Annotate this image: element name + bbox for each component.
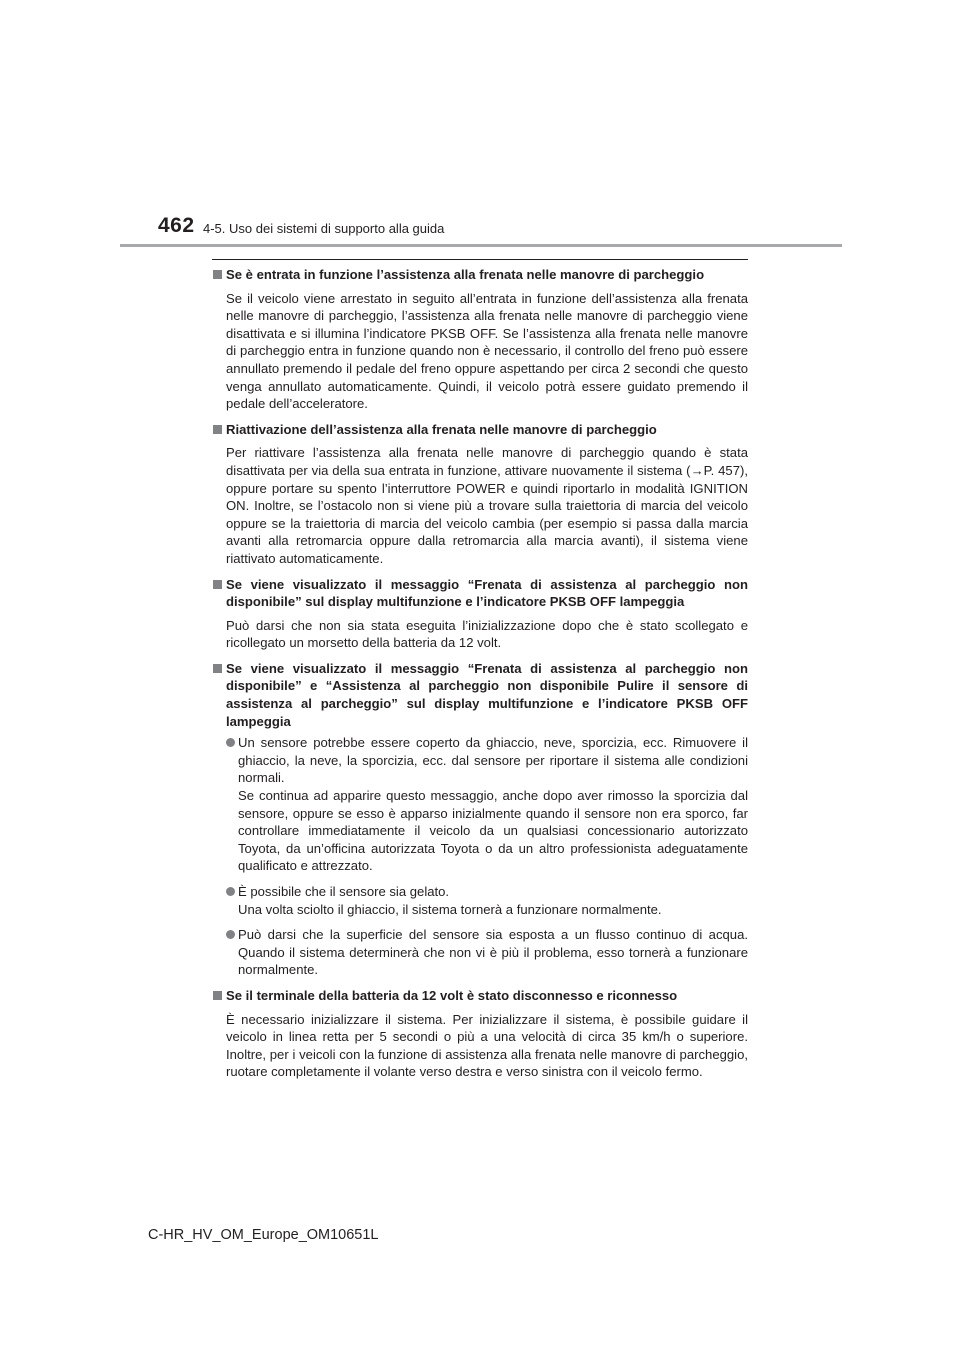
square-bullet-icon [213, 270, 222, 279]
section-body: Può darsi che non sia stata eseguita l’inizializzazione dopo che è stato scollegato e ricollegato un morsetto della batteria da 12 volt. [226, 617, 748, 651]
header-rule [120, 244, 842, 247]
page-content [212, 266, 748, 1081]
section-body: Se il veicolo viene arrestato in seguito all’entrata in funzione dell’assistenza alla frenata nelle manovre di parcheggio, l’assistenza alla frenata nelle manovre di parcheggio viene disattivata e si illumina l’indicatore PKSB OFF. Se l’assistenza alla frenata nelle manovre di parcheggio entra in funzione quando non è necessario, il controllo del freno può essere annullato premendo il pedale del freno oppure aspettando per circa 2 secondi che questo venga annullato automaticamente. Quindi, il veicolo potrà essere guidato premendo il pedale dell’acceleratore. [226, 290, 748, 412]
list-item: Può darsi che la superficie del sensore sia esposta a un flusso continuo di acqua. Quando il sistema determinerà che non vi è più il problema, esso tornerà a funzionare normalmente. [226, 926, 748, 979]
section-title: Se viene visualizzato il messaggio “Frenata di assistenza al parcheggio non disponibile” sul display multifunzione e l’indicatore PKSB OFF lampeggia [212, 576, 748, 611]
section-battery-reconnected [212, 987, 748, 1081]
square-bullet-icon [213, 425, 222, 434]
section-title: Se viene visualizzato il messaggio “Frenata di assistenza al parcheggio non disponibile” e “Assistenza al parcheggio non disponibile Pulire il sensore di assistenza al parcheggio” sul display multifunzione e l’indicatore PKSB OFF lampeggia [212, 660, 748, 730]
square-bullet-icon [213, 580, 222, 589]
list-item: È possibile che il sensore sia gelato. Una volta sciolto il ghiaccio, il sistema tornerà a funzionare normalmente. [226, 883, 748, 918]
round-bullet-icon [226, 930, 235, 939]
document-code: C-HR_HV_OM_Europe_OM10651L [148, 1227, 379, 1243]
section-message-clean-sensor [212, 660, 748, 979]
bullet-list [212, 734, 748, 979]
section-brake-assist-operated [212, 266, 748, 413]
running-head: 4-5. Uso dei sistemi di supporto alla guida [203, 221, 445, 236]
section-title: Se il terminale della batteria da 12 volt è stato disconnesso e riconnesso [212, 987, 748, 1005]
section-message-unavailable [212, 576, 748, 652]
list-item: Un sensore potrebbe essere coperto da ghiaccio, neve, sporcizia, ecc. Rimuovere il ghiaccio, la neve, la sporcizia, ecc. dal sensore per riportare il sistema alle condizioni normali. Se continua ad apparire questo messaggio, anche dopo aver rimosso la sporcizia dal sensore, oppure se esso è apparso inizialmente quando il sensore non era sporco, far controllare immediatamente il veicolo da un qualsiasi concessionario autorizzato Toyota, da un’officina autorizzata Toyota o da un altro professionista adeguatamente qualificato e attrezzato. [226, 734, 748, 875]
content-top-rule [212, 259, 748, 260]
section-body: Per riattivare l’assistenza alla frenata nelle manovre di parcheggio quando è stata disattivata per via della sua entrata in funzione, attivare nuovamente il sistema (→P. 457), oppure portare su spento l’interruttore POWER e quindi riportarlo in modalità IGNITION ON. Inoltre, se l’ostacolo non si viene più a trovare sulla traiettoria di marcia del veicolo oppure se la traiettoria di marcia del veicolo cambia (per esempio si passa dalla marcia avanti alla retromarcia oppure dalla retromarcia alla marcia avanti), il sistema viene riattivato automaticamente. [226, 445, 748, 566]
section-title: Riattivazione dell’assistenza alla frenata nelle manovre di parcheggio [212, 421, 748, 439]
square-bullet-icon [213, 664, 222, 673]
section-reactivation [212, 421, 748, 568]
round-bullet-icon [226, 738, 235, 747]
round-bullet-icon [226, 887, 235, 896]
square-bullet-icon [213, 991, 222, 1000]
section-body: È necessario inizializzare il sistema. Per inizializzare il sistema, è possibile guidare il veicolo in linea retta per 5 secondi o più a una velocità di circa 35 km/h o superiore. Inoltre, per i veicoli con la funzione di assistenza alla frenata nelle manovre di parcheggio, ruotare completamente il volante verso destra e verso sinistra con il veicolo fermo. [226, 1011, 748, 1080]
page-number: 462 [158, 214, 195, 237]
section-title: Se è entrata in funzione l’assistenza alla frenata nelle manovre di parcheggio [212, 266, 748, 284]
